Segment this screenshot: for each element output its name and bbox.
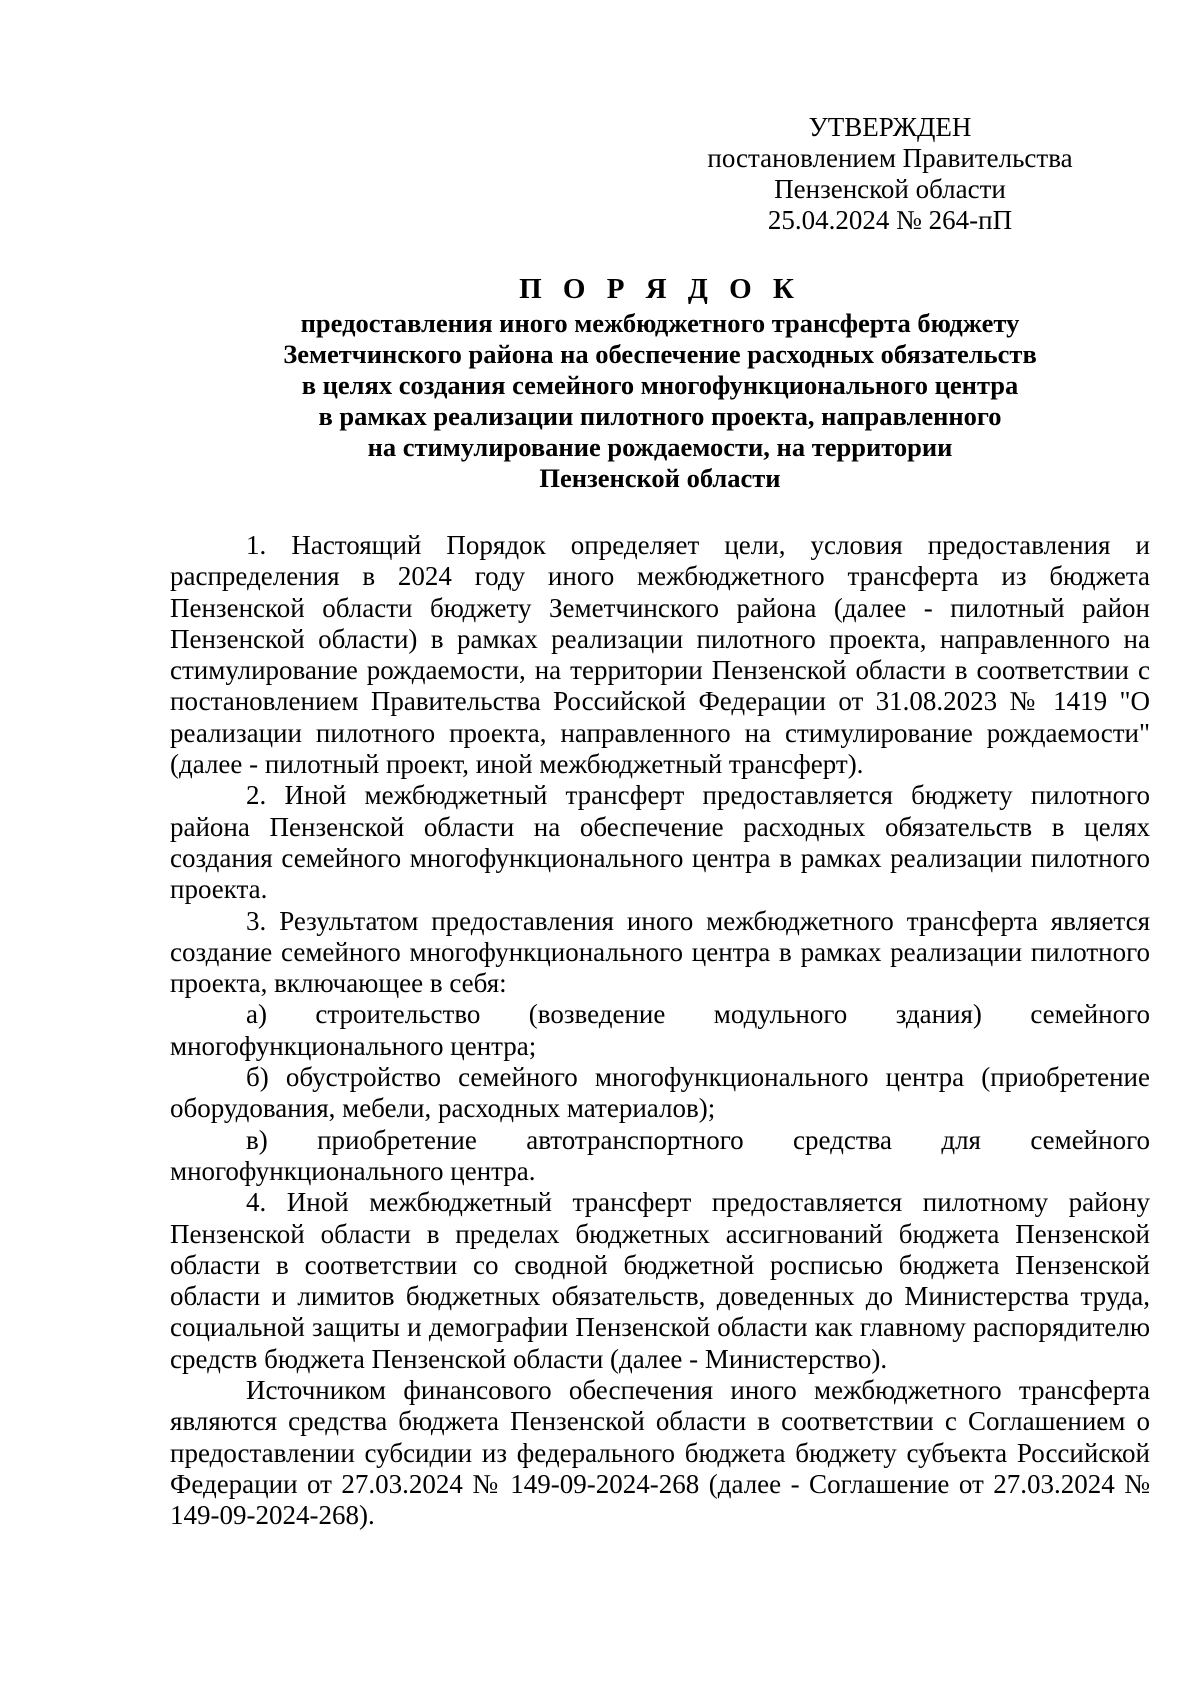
paragraph-2: 2. Иной межбюджетный трансферт предоставляется бюджету пилотного района Пензенской области на обеспечение расходных обязательств в целях создания семейного многофункционального центра в рамках реализации пилотного проекта. bbox=[170, 780, 1150, 905]
approval-region: Пензенской области bbox=[774, 174, 1006, 204]
approval-status: УТВЕРЖДЕН bbox=[808, 112, 972, 142]
title-heading: П О Р Я Д О К bbox=[519, 273, 801, 305]
subitem-b: б) обустройство семейного многофункционального центра (приобретение оборудования, мебели, расходных материалов); bbox=[170, 1062, 1150, 1124]
paragraph-funding-source: Источником финансового обеспечения иного межбюджетного трансферта являются средства бюджета Пензенской области в соответствии с Соглашением о предоставлении субсидии из федерального бюджета бюджету субъекта Российской Федерации от 27.03.2024 № 149-09-2024-268 (далее - Соглашение от 27.03.2024 № 149-09-2024-268). bbox=[170, 1375, 1150, 1531]
title-line: в целях создания семейного многофункционального центра bbox=[301, 370, 1019, 400]
subitem-c: в) приобретение автотранспортного средства для семейного многофункционального центра. bbox=[170, 1124, 1150, 1186]
paragraph-4: 4. Иной межбюджетный трансферт предоставляется пилотному району Пензенской области в пределах бюджетных ассигнований бюджета Пензенской области в соответствии со сводной бюджетной росписью бюджета Пензенской области и лимитов бюджетных обязательств, доведенных до Министерства труда, социальной защиты и демографии Пензенской области как главному распорядителю средств бюджета Пензенской области (далее - Министерство). bbox=[170, 1187, 1150, 1374]
title-line: предоставления иного межбюджетного трансферта бюджету bbox=[300, 308, 1020, 338]
paragraph-3: 3. Результатом предоставления иного межбюджетного трансферта является создание семейного многофункционального центра в рамках реализации пилотного проекта, включающее в себя: bbox=[170, 905, 1150, 999]
approval-stamp bbox=[700, 112, 1080, 236]
approval-date-number: 25.04.2024 № 264-пП bbox=[767, 205, 1013, 235]
document-body bbox=[170, 530, 1150, 1532]
approval-authority: постановлением Правительства bbox=[707, 143, 1073, 173]
title-line: Пензенской области bbox=[539, 463, 781, 493]
document-title bbox=[170, 272, 1150, 494]
title-line: в рамках реализации пилотного проекта, направленного bbox=[318, 401, 1002, 431]
paragraph-1: 1. Настоящий Порядок определяет цели, условия предоставления и распределения в 2024 году иного межбюджетного трансферта из бюджета Пензенской области бюджету Земетчинского района (далее - пилотный район Пензенской области) в рамках реализации пилотного проекта, направленного на стимулирование рождаемости, на территории Пензенской области в соответствии с постановлением Правительства Российской Федерации от 31.08.2023 № 1419 "О реализации пилотного проекта, направленного на стимулирование рождаемости" (далее - пилотный проект, иной межбюджетный трансферт). bbox=[170, 530, 1150, 780]
subitem-a: а) строительство (возведение модульного здания) семейного многофункционального центра; bbox=[170, 999, 1150, 1061]
title-line: на стимулирование рождаемости, на территории bbox=[367, 432, 953, 462]
title-line: Земетчинского района на обеспечение расходных обязательств bbox=[283, 339, 1037, 369]
